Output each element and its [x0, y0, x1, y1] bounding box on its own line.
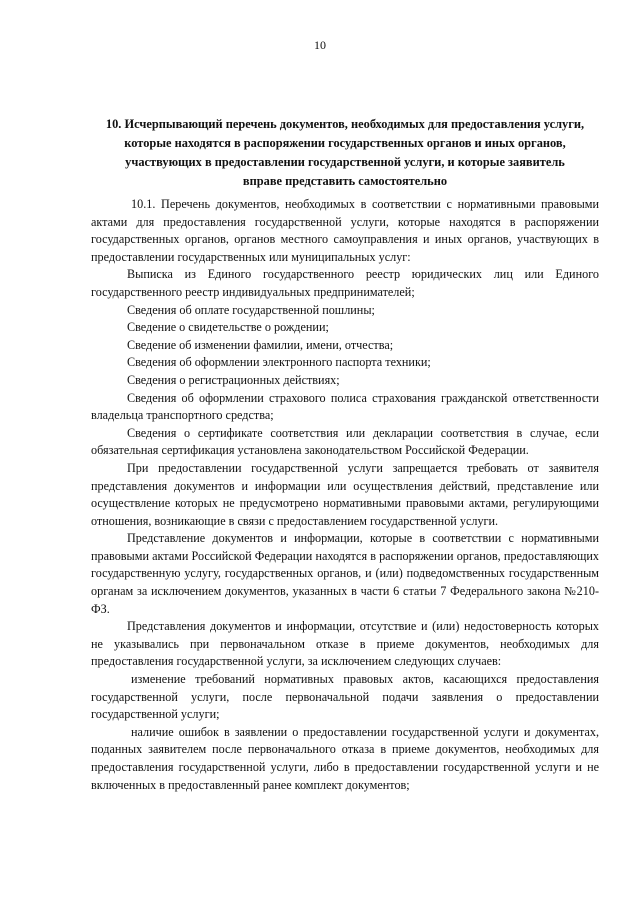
list-item-insurance-policy: Сведения об оформлении страхового полиса страхования гражданской ответственности владельца транспортного средства;: [91, 390, 599, 423]
list-item-registration-actions: Сведения о регистрационных действиях;: [127, 372, 340, 387]
section-heading: [90, 115, 600, 191]
section-heading-line: которые находятся в распоряжении государственных органов и иных органов,: [124, 136, 566, 150]
list-item-name-change: Сведение об изменении фамилии, имени, отчества;: [127, 337, 394, 352]
section-heading-line: 10. Исчерпывающий перечень документов, необходимых для предоставления услуги,: [105, 117, 585, 131]
exception-item-errors: наличие ошибок в заявлении о предоставлении государственной услуги и документах, поданных заявителем после первоначального отказа в приеме документов, необходимых для предоставления государственной услуги, либо в предоставлении государственной услуги и не включенных в предоставленный ранее комплект документов;: [91, 724, 599, 792]
page-number: 10: [314, 38, 326, 52]
document-body: [91, 196, 599, 794]
list-item-electronic-passport: Сведения об оформлении электронного паспорта техники;: [127, 355, 431, 370]
paragraph-documents-in-possession: Представление документов и информации, которые в соответствии с нормативными правовыми актами Российской Федерации находятся в распоряжении органов, предоставляющих государственную услугу, государственных органов, и (или) подведомственных государственным органам за исключением документов, указанных в части 6 статьи 7 Федерального закона №210-ФЗ.: [91, 531, 599, 616]
list-item-certificate: Сведения о сертификате соответствия или декларации соответствия в случае, если обязательная сертификация установлена законодательством Российской Федерации.: [91, 425, 599, 458]
section-heading-line: участвующих в предоставлении государственной услуги, и которые заявитель: [125, 155, 565, 169]
paragraph-prohibition: При предоставлении государственной услуги запрещается требовать от заявителя представления документов и информации или осуществления действий, представление или осуществление которых не предусмотрено нормативными правовыми актами, регулирующими отношения, возникающие в связи с предоставлением государственной услуги.: [91, 460, 599, 528]
list-item-egrul-extract: Выписка из Единого государственного реестр юридических лиц или Единого государственного реестр индивидуальных предпринимателей;: [91, 267, 599, 299]
list-item-birth-certificate: Сведение о свидетельстве о рождении;: [127, 320, 329, 335]
paragraph-exceptions: Представления документов и информации, отсутствие и (или) недостоверность которых не указывались при первоначальном отказе в приеме документов, необходимых для предоставления государственной услуги, за исключением следующих случаев:: [91, 619, 599, 669]
list-item-state-duty: Сведения об оплате государственной пошлины;: [127, 302, 375, 317]
exception-item-regulation-change: изменение требований нормативных правовых актов, касающихся предоставления государственной услуги, после первоначальной подачи заявления о предоставлении государственной услуги;: [91, 672, 599, 722]
paragraph-10-1: 10.1. Перечень документов, необходимых в соответствии с нормативными правовыми актами для предоставления государственной услуги, которые находятся в распоряжении государственных органов, органов местного самоуправления и иных органов, участвующих в предоставлении государственных или муниципальных услуг:: [91, 197, 599, 264]
section-heading-line: вправе представить самостоятельно: [242, 174, 448, 188]
